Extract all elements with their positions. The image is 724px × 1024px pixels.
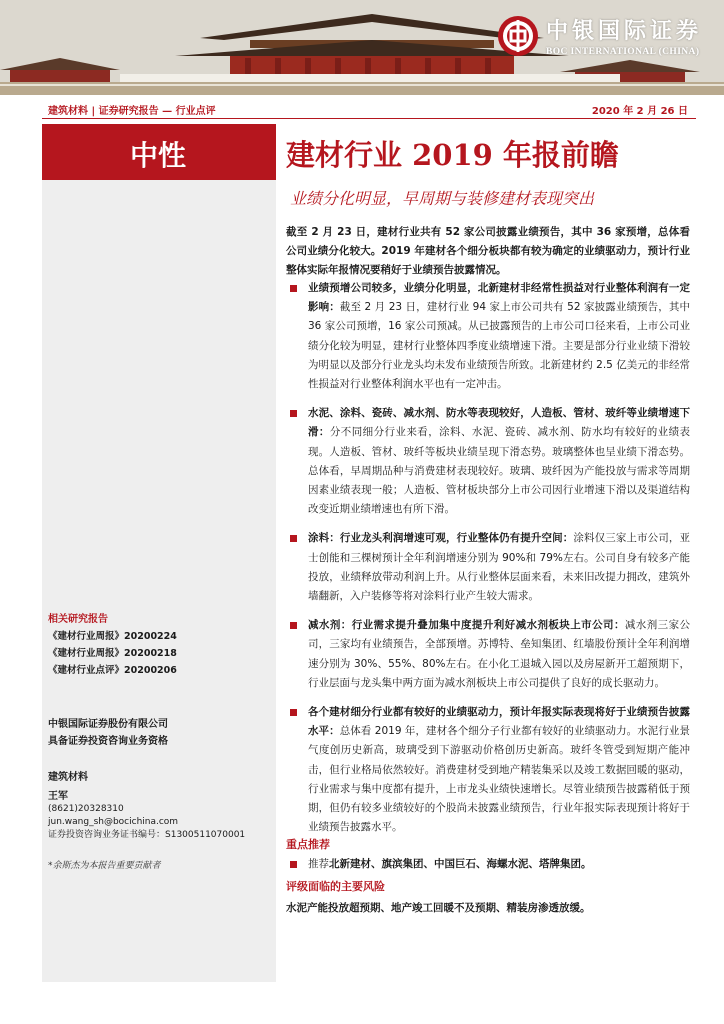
breadcrumb: 建筑材料 | 证券研究报告 — 行业点评 (48, 106, 216, 117)
key-point-body: 涂料仅三家上市公司，亚士创能和三棵树预计全年利润增速分别为 90%和 79%左右。公司自身有较多产能投放，业绩释放带动利润上升。从行业整体层面来看，未来旧改提力拥改，建筑外墙翻新，入户装修等将对涂料行业产生较大需求。 (308, 532, 691, 603)
report-title: 建材行业 2019 年报前瞻 (286, 138, 619, 172)
key-point-lead: 业绩预增公司较多，业绩分化明显，北新建材非经常性损益对行业整体利润有一定影响： (308, 282, 690, 314)
key-point-body: 减水剂三家公司，三家均有业绩预告，全部预增。苏博特、垒知集团、红墙股份预计全年利润增速分别为 30%、55%、80%左右。在小化工退城入园以及房屋新开工超预期下，行业层面与龙头集中两方面为减水剂板块上市公司提供了良好的成长驱动力。 (308, 619, 691, 689)
brand-name-cn: 中银国际证券 (545, 18, 702, 44)
key-point-lead: 涂料：行业龙头利润增速可观，行业整体仍有提升空间： (308, 532, 574, 545)
bullet-square-icon (290, 709, 297, 716)
key-point (286, 703, 690, 837)
bullet-square-icon (290, 410, 297, 417)
analyst-name: 王军 (48, 791, 68, 802)
header-divider (42, 118, 696, 119)
risk-text: 水泥产能投放超预期、地产竣工回暖不及预期、精装房渗透放缓。 (286, 902, 591, 914)
recommendation-line (286, 856, 592, 871)
analyst-info (48, 790, 245, 842)
related-report-item[interactable]: 《建材行业点评》20200206 (48, 665, 177, 676)
boc-logo-icon (498, 16, 538, 56)
company-info (48, 716, 168, 750)
key-point-body: 总体看 2019 年，建材各个细分子行业都有较好的业绩驱动力。水泥行业景气度创历史新高，玻璃受到下游驱动价格创历史新高。玻纤冬管受到短期产能冲击，但行业格局依然较好。消费建材受到地产精装集采以及竣工数据回暖的驱动，行业需求与集中度都有提升，上市龙头业绩快速增长。尽管业绩预告披露稍低于预期，但仍有较多业绩较好的个股尚未披露业绩预告，行业年报实际表现预计将好于业绩预告披露水平。 (308, 725, 690, 834)
risk-title: 评级面临的主要风险 (286, 880, 385, 893)
rating-label: 中性 (130, 139, 187, 172)
rating-badge (42, 124, 276, 180)
report-date: 2020 年 2 月 26 日 (591, 106, 688, 117)
header-banner (0, 0, 724, 95)
related-reports-title: 相关研究报告 (48, 614, 108, 625)
company-name: 中银国际证券股份有限公司 (48, 719, 168, 730)
bullet-square-icon (290, 535, 297, 542)
key-points-list (286, 279, 690, 847)
analyst-phone: (8621)20328310 (48, 804, 124, 814)
key-point-lead: 水泥、涂料、瓷砖、减水剂、防水等表现较好，人造板、管材、玻纤等业绩增速下滑： (308, 407, 690, 439)
bullet-square-icon (290, 285, 297, 292)
analyst-email[interactable]: jun.wang_sh@bocichina.com (48, 817, 179, 827)
report-subtitle: 业绩分化明显，早周期与装修建材表现突出 (290, 189, 595, 208)
key-point (286, 404, 690, 519)
key-point-body: 截至 2 月 23 日，建材行业 94 家上市公司共有 52 家披露业绩预告，其中 36 家公司预增，16 家公司预减。从已披露预告的上市公司口径来看，上市公司业绩分化较为明显，建材行业整体四季度业绩增速下滑。主要是部分行业业绩下滑较为明显以及部分行业龙头均未发布业绩预告所致。北新建材约 2.5 亿美元的非经常性损益对行业整体利润水平也有一定冲击。 (308, 301, 691, 391)
brand-logo (498, 14, 702, 57)
recommendation-title: 重点推荐 (286, 838, 330, 851)
key-point-lead: 各个建材细分行业都有较好的业绩驱动力，预计年报实际表现将好于业绩预告披露水平： (308, 706, 690, 738)
contributor-note: *余斯杰为本报告重要贡献者 (48, 861, 161, 871)
recommendation-prefix: 推荐 (308, 858, 329, 870)
company-qualification: 具备证券投资咨询业务资格 (48, 736, 168, 747)
sector-label: 建筑材料 (48, 772, 88, 783)
related-report-item[interactable]: 《建材行业周报》20200218 (48, 648, 177, 659)
key-point-lead: 减水剂：行业需求提升叠加集中度提升利好减水剂板块上市公司： (308, 619, 625, 632)
key-point (286, 616, 690, 693)
summary-paragraph: 截至 2 月 23 日，建材行业共有 52 家公司披露业绩预告，其中 36 家预增，总体看公司业绩分化较大。2019 年建材各个细分板块都有较为确定的业绩驱动力，预计行业整体实际年报情况要稍好于业绩预告披露情况。 (286, 226, 690, 276)
sidebar-panel (42, 124, 276, 982)
bullet-square-icon (290, 622, 297, 629)
analyst-license: 证券投资咨询业务证书编号：S1300511070001 (48, 830, 246, 840)
bullet-square-icon (290, 861, 297, 868)
recommended-stocks: 北新建材、旗滨集团、中国巨石、海螺水泥、塔牌集团。 (329, 858, 592, 870)
key-point (286, 279, 690, 394)
report-meta-bar (0, 95, 724, 119)
brand-name-en: BOC INTERNATIONAL (CHINA) (545, 47, 700, 57)
key-point-body: 分不同细分行业来看，涂料、水泥、瓷砖、减水剂、防水均有较好的业绩表现。人造板、管材、玻纤等板块业绩呈现下滑态势。玻璃整体也呈业绩下滑态势。总体看，早周期品种与消费建材表现较好。玻璃、玻纤因为产能投放与需求等周期因素业绩表现一般；人造板、管材板块部分上市公司因行业增速下滑以及渠道结构改变近期业绩增速也有所下滑。 (308, 426, 691, 516)
related-report-item[interactable]: 《建材行业周报》20200224 (48, 631, 177, 642)
key-point (286, 529, 690, 606)
related-reports-list (48, 628, 177, 679)
